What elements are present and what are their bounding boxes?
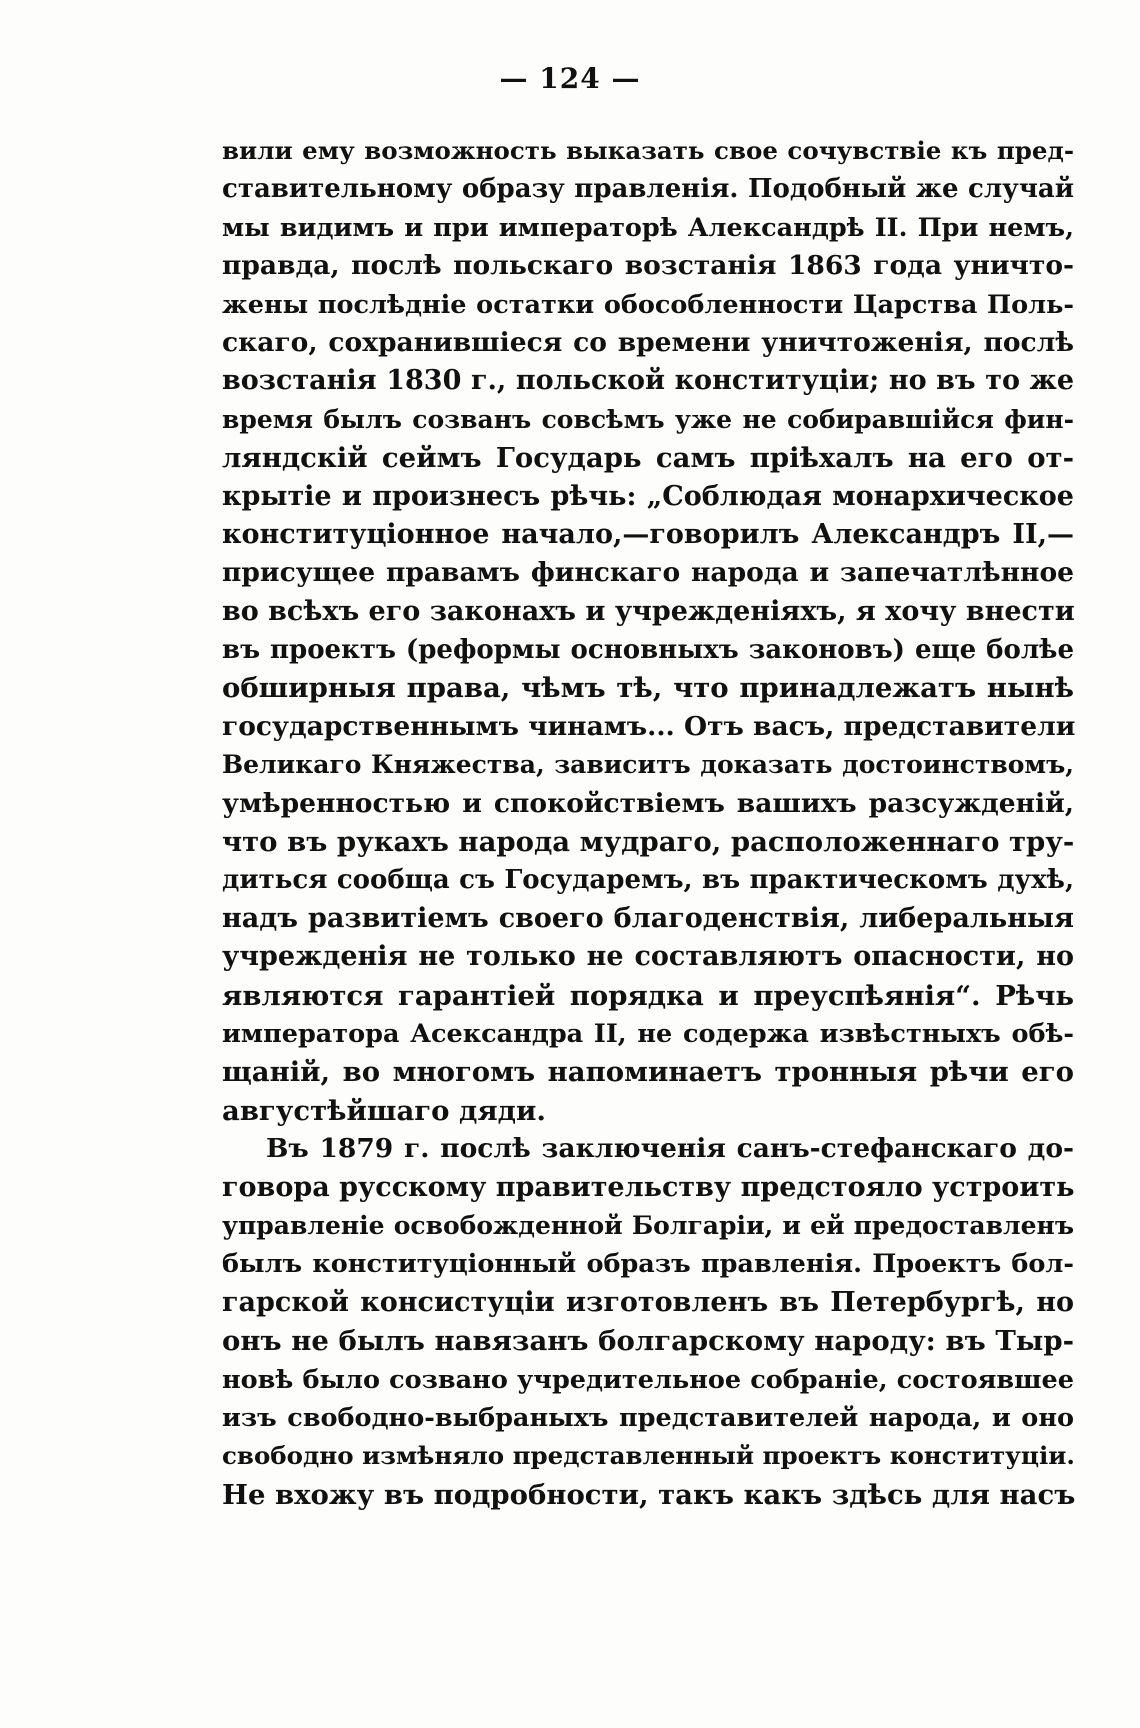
text-line: новѣ было созвано учредительное собраніе, состоявшее xyxy=(222,1364,1074,1395)
text-line: мы видимъ и при императорѣ Александрѣ II. При немъ, xyxy=(222,212,1074,243)
text-line: скаго, сохранившіеся со времени уничтоженія, послѣ xyxy=(222,326,1074,358)
text-line: Въ 1879 г. послѣ заключенія санъ-стефанскаго до- xyxy=(266,1133,1074,1165)
text-line: жены послѣдніе остатки обособленности Царства Поль- xyxy=(222,289,1074,320)
text-line: Великаго Княжества, зависитъ доказать достоинствомъ, xyxy=(222,750,1074,780)
text-line: ставительному образу правленія. Подобный же случай xyxy=(222,174,1074,205)
body-text xyxy=(222,132,1074,1514)
text-line: управленіе освобожденной Болгаріи, и ей предоставленъ xyxy=(222,1210,1074,1240)
text-line: умѣренностью и спокойствіемъ вашихъ разсужденій, xyxy=(222,787,1074,819)
text-line: присущее правамъ финскаго народа и запечатлѣнное xyxy=(222,557,1074,589)
text-line: обширныя права, чѣмъ тѣ, что принадлежатъ нынѣ xyxy=(222,672,1074,705)
text-line: во всѣхъ его законахъ и учрежденіяхъ, я хочу внести xyxy=(222,595,1075,627)
text-line: ляндскій сеймъ Государь самъ пріѣхалъ на его от- xyxy=(222,442,1074,475)
text-line: надъ развитіемъ своего благоденствія, либеральныя xyxy=(222,902,1074,934)
text-line: былъ конституціонный образъ правленія. Проектъ бол- xyxy=(222,1249,1074,1280)
paragraph-1 xyxy=(222,132,1074,1130)
text-line: говора русскому правительству предстояло устроить xyxy=(222,1171,1075,1203)
text-line: диться сообща съ Государемъ, въ практическомъ духѣ, xyxy=(222,865,1074,896)
text-line: гарской консистуціи изготовленъ въ Петербургѣ, но xyxy=(222,1286,1074,1318)
text-line: вили ему возможность выказать свое сочувствіе къ пред- xyxy=(222,136,1074,165)
text-line: августѣйшаго дяди. xyxy=(222,1094,546,1127)
text-line: императора Асександра II, не содержа извѣстныхъ обѣ- xyxy=(222,1018,1074,1049)
text-line: свободно измѣняло представленный проектъ конституціи. xyxy=(222,1441,1075,1471)
text-line: правда, послѣ польскаго возстанія 1863 года уничто- xyxy=(222,250,1074,282)
text-line: являются гарантіей порядка и преуспѣянія“. Рѣчь xyxy=(222,979,1074,1012)
paragraph-2 xyxy=(222,1130,1074,1514)
text-line: учрежденія не только не составляютъ опасности, но xyxy=(222,941,1074,973)
text-line: конституціонное начало,—говорилъ Александръ II,— xyxy=(222,518,1074,550)
text-line: въ проектъ (реформы основныхъ законовъ) еще болѣе xyxy=(222,635,1074,666)
text-line: онъ не былъ навязанъ болгарскому народу: въ Тыр- xyxy=(222,1325,1074,1358)
text-line: время былъ созванъ совсѣмъ уже не собиравшійся фин- xyxy=(222,404,1074,434)
text-line: возстанія 1830 г., польской конституціи; но въ то же xyxy=(222,365,1074,397)
text-line: государственнымъ чинамъ... Отъ васъ, представители xyxy=(222,710,1076,742)
text-line: Не вхожу въ подробности, такъ какъ здѣсь для насъ xyxy=(222,1478,1076,1511)
page-number: — 124 — xyxy=(499,62,641,95)
text-line: щаній, во многомъ напоминаетъ тронныя рѣчи его xyxy=(222,1056,1074,1089)
text-line: изъ свободно-выбраныхъ представителей народа, и оно xyxy=(222,1402,1074,1433)
text-line: что въ рукахъ народа мудраго, расположеннаго тру- xyxy=(222,826,1075,859)
text-line: крытіе и произнесъ рѣчь: „Соблюдая монархическое xyxy=(222,480,1074,512)
